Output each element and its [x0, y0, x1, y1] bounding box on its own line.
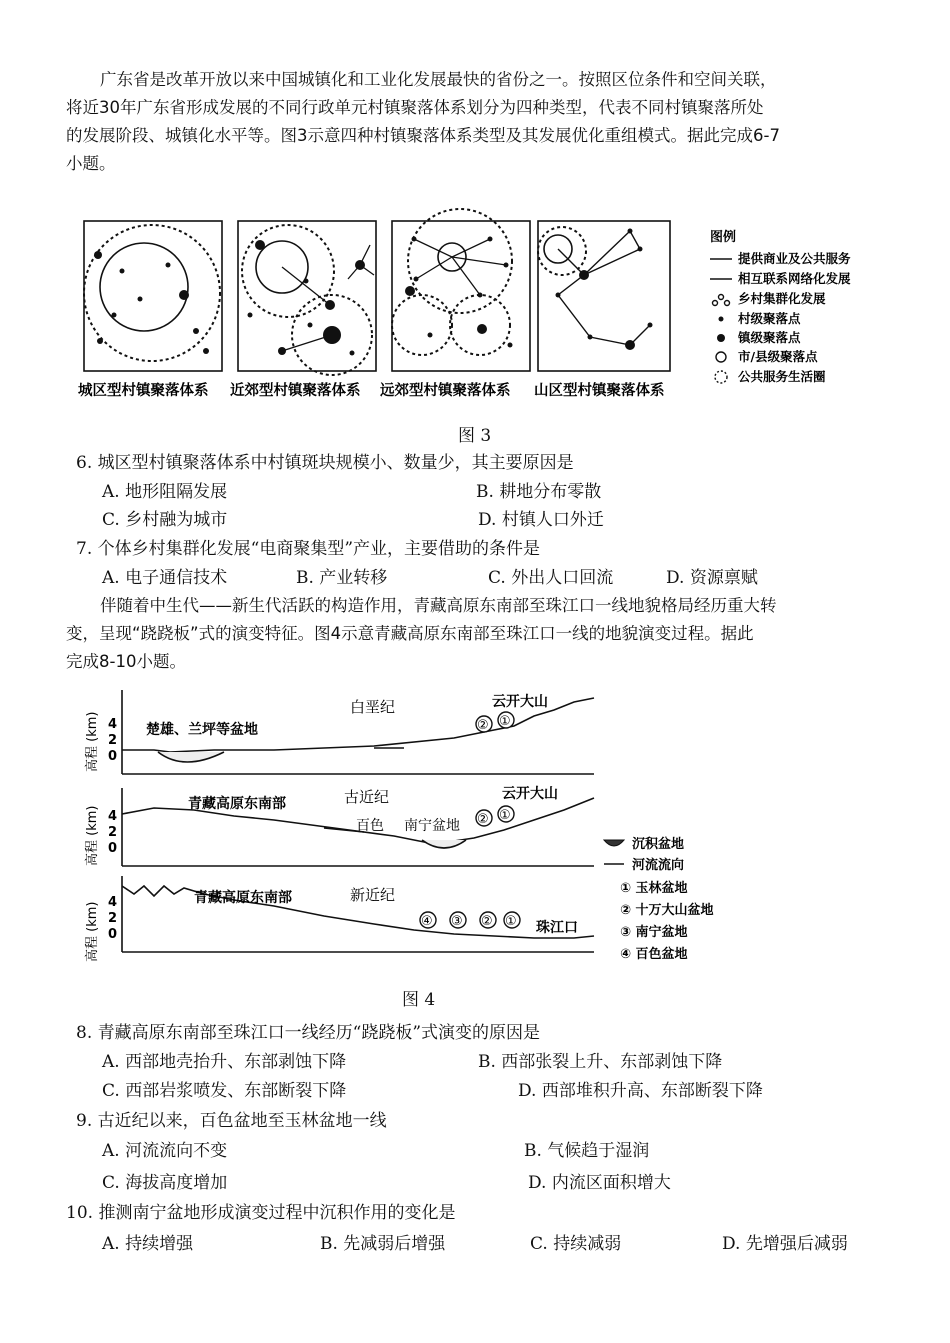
fig4-p2-mountain: 云开大山: [502, 786, 558, 802]
question-6-stem: 6. 城区型村镇聚落体系中村镇斑块规模小、数量少，其主要原因是: [76, 453, 574, 473]
fig3-p1-village-dot: [193, 328, 199, 334]
fig3-p2-town-dot: [325, 300, 335, 310]
fig3-p4-village-dot: [628, 229, 633, 234]
fig4-p3-tick-2: 2: [108, 911, 118, 926]
fig3-p3-town-dot: [405, 286, 415, 296]
intro2-line-1: 伴随着中生代——新生代活跃的构造作用，青藏高原东南部至珠江口一线地貌格局经历重大转: [100, 596, 777, 615]
question-8-option-d[interactable]: D. 西部堆积升高、东部断裂下降: [518, 1081, 763, 1101]
intro2-line-2: 变，呈现“跷跷板”式的演变特征。图4示意青藏高原东南部至珠江口一线的地貌演变过程。据此: [66, 624, 754, 643]
fig3-p2-town-dot: [278, 347, 286, 355]
question-7-option-c[interactable]: C. 外出人口回流: [488, 568, 614, 588]
question-7-option-a[interactable]: A. 电子通信技术: [102, 568, 228, 588]
fig4-p2-marker-2: ②: [477, 812, 489, 827]
fig3-p4-village-dot: [556, 293, 561, 298]
question-8-option-b[interactable]: B. 西部张裂上升、东部剥蚀下降: [478, 1052, 723, 1072]
fig4-p2-tick-0: 0: [108, 841, 118, 856]
fig4-p2-tick-2: 2: [108, 825, 118, 840]
intro1-line-1: 广东省是改革开放以来中国城镇化和工业化发展最快的省份之一。按照区位条件和空间关联，: [100, 70, 777, 89]
question-9-stem: 9. 古近纪以来，百色盆地至玉林盆地一线: [76, 1111, 387, 1131]
fig3-legend-city: 市/县级聚落点: [738, 349, 818, 364]
question-6-option-d[interactable]: D. 村镇人口外迁: [478, 510, 604, 530]
fig4-legend-yulin: ① 玉林盆地: [620, 881, 688, 896]
fig3-p2-village-dot: [308, 323, 313, 328]
question-9-option-d[interactable]: D. 内流区面积增大: [528, 1173, 671, 1193]
fig3-p1-village-dot: [138, 297, 143, 302]
fig3-p1-village-dot: [120, 269, 125, 274]
fig3-p2-village-dot: [350, 351, 355, 356]
fig3-p4-village-dot: [588, 335, 593, 340]
fig3-p3-village-dot: [412, 237, 417, 242]
question-8-stem: 8. 青藏高原东南部至珠江口一线经历“跷跷板”式演变的原因是: [76, 1023, 541, 1043]
fig3-p3-village-dot: [428, 333, 433, 338]
fig3-panel-label-2: 近郊型村镇聚落体系: [230, 383, 361, 399]
fig3-p2-city-dot: [323, 326, 341, 344]
fig4-p3-marker-3: ③: [451, 914, 463, 929]
question-9-option-b[interactable]: B. 气候趋于湿润: [524, 1141, 650, 1161]
fig4-p2-baise: 百色: [356, 818, 384, 834]
intro1-line-2: 将近30年广东省形成发展的不同行政单元村镇聚落体系划分为四种类型，代表不同村镇聚落所处: [66, 98, 764, 117]
fig3-panel-4-service-circle: [538, 227, 586, 275]
fig3-panel-label-3: 远郊型村镇聚落体系: [380, 383, 511, 399]
fig3-p3-village-dot: [488, 237, 493, 242]
question-6-option-c[interactable]: C. 乡村融为城市: [102, 510, 228, 530]
question-10-option-b[interactable]: B. 先减弱后增强: [320, 1234, 446, 1254]
question-6-option-b[interactable]: B. 耕地分布零散: [476, 482, 602, 502]
fig3-legend-service: 提供商业及公共服务: [738, 251, 851, 266]
fig3-caption: 图 3: [458, 426, 492, 446]
fig4-p1-basin: 楚雄、兰坪等盆地: [146, 722, 258, 738]
fig3-p1-village-dot: [203, 348, 209, 354]
fig4-p1-tick-0: 0: [108, 749, 118, 764]
fig3-p1-village-dot: [97, 338, 103, 344]
fig4-p1-marker-1: ①: [499, 714, 511, 729]
question-9-option-a[interactable]: A. 河流流向不变: [102, 1141, 228, 1161]
fig3-legend-town: 镇级聚落点: [738, 330, 801, 345]
fig3-panel-label-4: 山区型村镇聚落体系: [534, 383, 665, 399]
fig4-p1-tick-4: 4: [108, 717, 118, 732]
fig4-p1-marker-2: ②: [477, 718, 489, 733]
fig4-p2-marker-1: ①: [499, 808, 511, 823]
fig4-p3-ylabel: 高程 (km): [85, 901, 100, 962]
fig3-legend-village: 村级聚落点: [738, 311, 801, 326]
fig3-p3-town-dot: [477, 324, 487, 334]
fig3-legend-service-circle: 公共服务生活圈: [738, 369, 826, 384]
fig4-p3-tick-0: 0: [108, 927, 118, 942]
fig3-legend-cluster: 乡村集群化发展: [738, 291, 826, 306]
fig3-p1-town-dot: [179, 290, 189, 300]
fig4-p3-marker-1: ①: [505, 914, 517, 929]
intro1-line-3: 的发展阶段、城镇化水平等。图3示意四种村镇聚落体系类型及其发展优化重组模式。据此完成6-7: [66, 126, 780, 145]
question-10-option-a[interactable]: A. 持续增强: [102, 1234, 194, 1254]
fig3-p3-village-dot: [478, 293, 483, 298]
fig3-p4-village-dot: [638, 247, 643, 252]
fig4-p2-nanning: 南宁盆地: [404, 818, 460, 834]
question-7-stem: 7. 个体乡村集群化发展“电商聚集型”产业，主要借助的条件是: [76, 539, 541, 559]
fig3-p2-town-dot: [355, 260, 365, 270]
figure-3: [70, 195, 890, 410]
fig4-p2-ylabel: 高程 (km): [85, 805, 100, 866]
fig3-legend-title: 图例: [710, 230, 737, 245]
fig4-p2-period: 古近纪: [344, 788, 390, 806]
fig3-p1-village-dot: [166, 263, 171, 268]
fig4-p3-marker-2: ②: [481, 914, 493, 929]
fig4-legend-baise: ④ 百色盆地: [620, 947, 688, 962]
fig3-p4-town-dot: [625, 340, 635, 350]
question-7-option-d[interactable]: D. 资源禀赋: [666, 568, 758, 588]
fig3-p4-village-dot: [648, 323, 653, 328]
fig3-p3-village-dot: [414, 277, 419, 282]
fig4-caption: 图 4: [402, 990, 436, 1010]
fig3-panel-3-service-circle-a: [408, 209, 512, 313]
fig4-legend-shiwandashan: ② 十万大山盆地: [620, 903, 714, 918]
question-9-option-c[interactable]: C. 海拔高度增加: [102, 1173, 228, 1193]
question-7-option-b[interactable]: B. 产业转移: [296, 568, 388, 588]
intro-paragraph-1: [66, 66, 886, 178]
fig3-p3-village-dot: [504, 263, 509, 268]
fig3-p4-town-dot: [579, 270, 589, 280]
fig4-p2-plateau: 青藏高原东南部: [188, 796, 286, 812]
fig4-legend-nanning: ③ 南宁盆地: [620, 925, 688, 940]
question-10-option-d[interactable]: D. 先增强后减弱: [722, 1234, 848, 1254]
fig4-p1-ylabel: 高程 (km): [85, 711, 100, 772]
question-10-option-c[interactable]: C. 持续减弱: [530, 1234, 622, 1254]
fig3-legend-network: 相互联系网络化发展: [738, 271, 851, 286]
fig4-p1-period: 白垩纪: [350, 698, 396, 716]
question-6-option-a[interactable]: A. 地形阻隔发展: [102, 482, 228, 502]
fig3-p2-village-dot: [248, 313, 253, 318]
question-8-option-c[interactable]: C. 西部岩浆喷发、东部断裂下降: [102, 1081, 347, 1101]
question-8-option-a[interactable]: A. 西部地壳抬升、东部剥蚀下降: [102, 1052, 347, 1072]
fig3-panel-label-1: 城区型村镇聚落体系: [78, 383, 209, 399]
fig3-panel-1-city-circle: [100, 243, 188, 331]
fig4-p3-tick-4: 4: [108, 895, 118, 910]
fig4-p3-plateau: 青藏高原东南部: [194, 890, 292, 906]
intro2-line-3: 完成8-10小题。: [66, 652, 186, 671]
intro1-line-4: 小题。: [66, 154, 116, 173]
question-10-stem: 10. 推测南宁盆地形成演变过程中沉积作用的变化是: [66, 1203, 456, 1223]
fig4-p1-tick-2: 2: [108, 733, 118, 748]
fig4-p1-mountain: 云开大山: [492, 694, 548, 710]
fig4-p3-marker-4: ④: [421, 914, 433, 929]
fig3-panel-3-service-circle-b: [392, 295, 452, 355]
fig3-p2-village-dot: [304, 279, 309, 284]
fig4-legend-river: 河流流向: [632, 858, 685, 873]
intro-paragraph-2: [66, 592, 886, 676]
fig4-p2-tick-4: 4: [108, 809, 118, 824]
fig3-p3-village-dot: [508, 343, 513, 348]
fig4-p3-estuary: 珠江口: [536, 920, 578, 936]
fig3-p1-town-dot: [94, 251, 102, 259]
figure-4: [74, 680, 774, 980]
fig3-p2-town-dot: [255, 240, 265, 250]
fig3-p1-village-dot: [112, 313, 117, 318]
fig4-p3-period: 新近纪: [350, 886, 396, 904]
fig3-panel-1-service-circle: [84, 225, 220, 361]
fig4-legend-basin: 沉积盆地: [632, 837, 685, 852]
